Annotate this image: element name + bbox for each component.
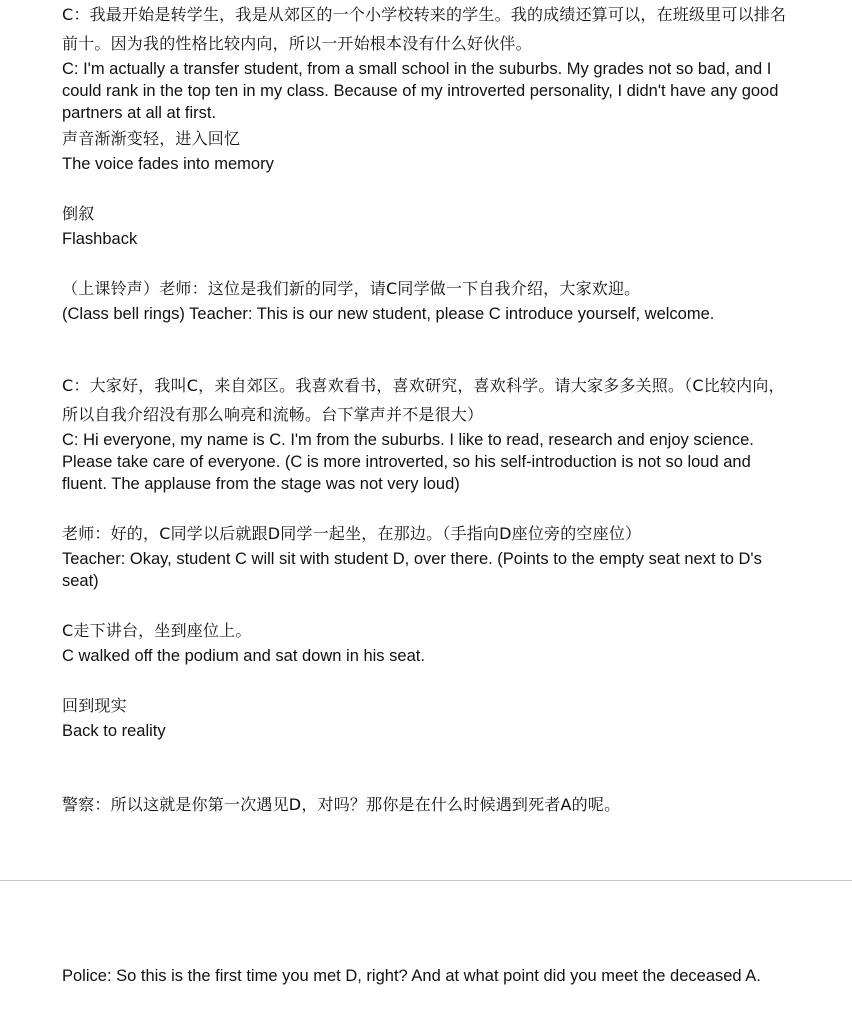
page-1-content [62,0,792,819]
teacher-seat-english: Teacher: Okay, student C will sit with student D, over there. (Points to the empty seat next to D's seat) [62,550,762,590]
walk-to-seat-chinese: C走下讲台，坐到座位上。 [62,621,252,640]
c-intro-chinese: C：我最开始是转学生，我是从郊区的一个小学校转来的学生。我的成绩还算可以，在班级里可以排名前十。因为我的性格比较内向，所以一开始根本没有什么好伙伴。 [62,5,787,53]
voice-fade-chinese: 声音渐渐变轻，进入回忆 [62,129,241,148]
self-introduction-english: C: Hi everyone, my name is C. I'm from the suburbs. I like to read, research and enjoy science. Please take care of everyone. (C is more introverted, so his self-introduction is not so loud and fluent. The applause from the stage was not very loud) [62,431,754,493]
paragraph-gap [62,325,792,371]
police-question-english: Police: So this is the first time you met D, right? And at what point did you meet the deceased A. [62,967,761,985]
voice-fade-english: The voice fades into memory [62,155,274,173]
police-question-chinese: 警察：所以这就是你第一次遇见D，对吗？那你是在什么时候遇到死者A的呢。 [62,795,621,814]
class-bell-english: (Class bell rings) Teacher: This is our new student, please C introduce yourself, welcome. [62,305,715,323]
flashback-english: Flashback [62,230,138,248]
c-intro-english: C: I'm actually a transfer student, from a small school in the suburbs. My grades not so bad, and I could rank in the top ten in my class. Because of my introverted personality, I didn't have any good partners at all at first. [62,60,779,122]
paragraph-gap [62,250,792,274]
paragraph-gap [62,495,792,519]
paragraph-gap [62,742,792,790]
back-to-reality-english: Back to reality [62,722,166,740]
teacher-seat-chinese: 老师：好的，C同学以后就跟D同学一起坐，在那边。（手指向D座位旁的空座位） [62,524,642,543]
paragraph-gap [62,667,792,691]
flashback-chinese: 倒叙 [62,204,95,223]
document-page-2 [0,881,852,1024]
self-introduction-chinese: C：大家好，我叫C，来自郊区。我喜欢看书，喜欢研究，喜欢科学。请大家多多关照。（C比较内向，所以自我介绍没有那么响亮和流畅。台下掌声并不是很大） [62,376,785,424]
back-to-reality-chinese: 回到现实 [62,696,127,715]
class-bell-chinese: （上课铃声）老师：这位是我们新的同学，请C同学做一下自我介绍，大家欢迎。 [62,279,641,298]
paragraph-gap [62,175,792,199]
walk-to-seat-english: C walked off the podium and sat down in his seat. [62,647,425,665]
page-2-content [62,965,792,987]
paragraph-gap [62,592,792,616]
